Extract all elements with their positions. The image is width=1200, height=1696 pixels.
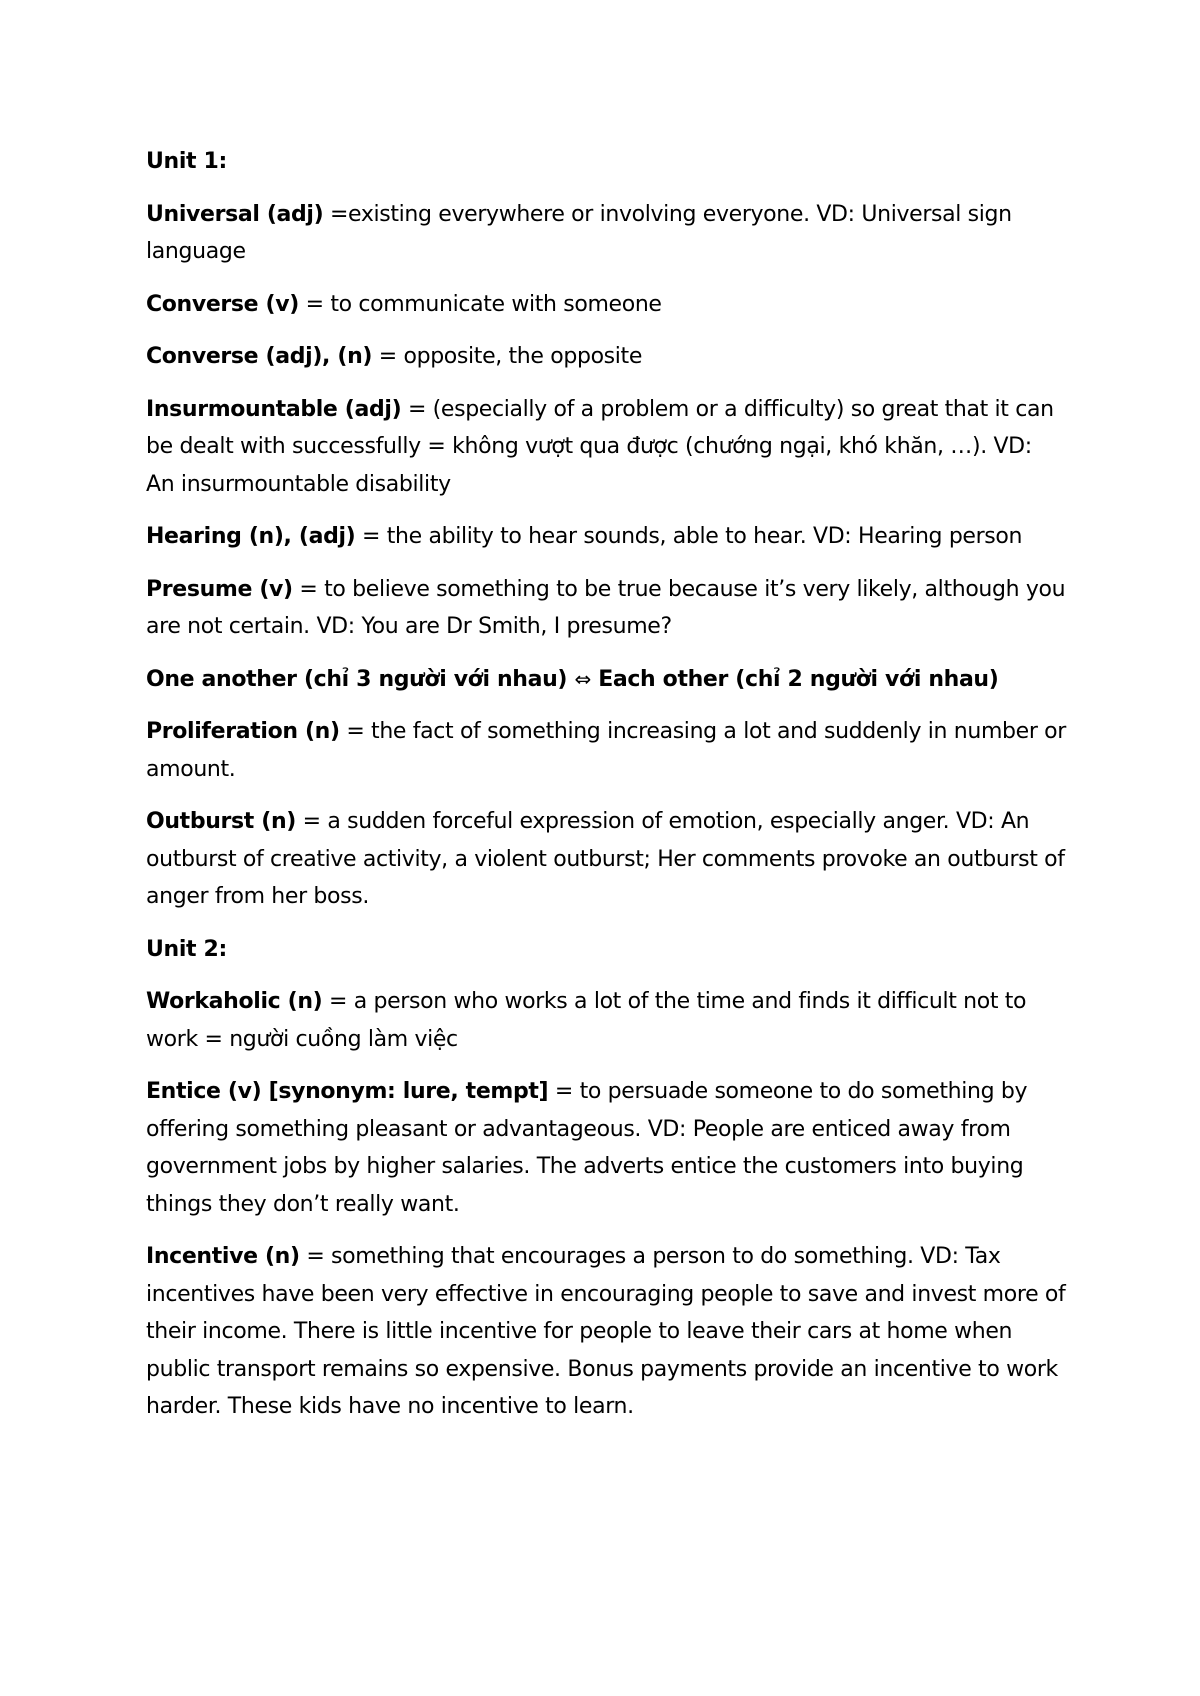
- entry-term: Insurmountable (adj): [146, 396, 402, 422]
- entry-term: Entice (v) [synonym: lure, tempt]: [146, 1079, 549, 1104]
- entry-definition: = (especially of a problem or a difficulty) so great that it can be dealt with successfully = không vượt qua được (chướng ngại, khó khăn, …). VD: An insurmountable disability: [146, 396, 1054, 497]
- entry-term: Converse (v): [146, 291, 299, 317]
- entry-term: Workaholic (n): [146, 989, 323, 1014]
- double-arrow-icon: ⇔: [574, 666, 591, 691]
- entry-definition: = something that encourages a person to do something. VD: Tax incentives have been very effective in encouraging people to save and invest more of their income. There is little incentive for people to leave their cars at home when public transport remains so expensive. Bonus payments provide an incentive to work harder. These kids have no incentive to learn.: [146, 1244, 1066, 1419]
- entry-definition: = the ability to hear sounds, able to hear. VD: Hearing person: [355, 524, 1023, 549]
- entry-insurmountable: [146, 391, 1066, 504]
- entry-proliferation: [146, 713, 1066, 788]
- unit-2-heading: Unit 2:: [146, 936, 227, 962]
- entry-definition: = to persuade someone to do something by offering something pleasant or advantageous. VD: People are enticed away from government jobs by higher salaries. The adverts entice the customers into buying things they don’t really want.: [146, 1079, 1028, 1217]
- document-page: [146, 143, 1066, 1441]
- entry-hearing: [146, 518, 1066, 556]
- entry-definition: = to communicate with someone: [298, 291, 662, 317]
- entry-term: Incentive (n): [146, 1244, 300, 1269]
- entry-converse-verb: [146, 286, 1066, 324]
- entry-definition: =existing everywhere or involving everyone. VD: Universal sign language: [146, 201, 1012, 264]
- compare-right: Each other (chỉ 2 người với nhau): [598, 666, 999, 692]
- entry-universal: [146, 196, 1066, 271]
- entry-term: Outburst (n): [146, 809, 296, 834]
- entry-term: Converse (adj), (n): [146, 344, 373, 369]
- unit-1-heading: Unit 1:: [146, 149, 227, 174]
- entry-definition: = the fact of something increasing a lot and suddenly in number or amount.: [146, 719, 1066, 782]
- entry-term: Hearing (n), (adj): [146, 524, 356, 549]
- entry-definition: = opposite, the opposite: [372, 344, 643, 369]
- entry-presume: [146, 571, 1066, 646]
- entry-term: Proliferation (n): [146, 719, 340, 744]
- entry-definition: = a person who works a lot of the time and finds it difficult not to work = người cuồng làm việc: [146, 989, 1027, 1052]
- entry-term: Presume (v): [146, 576, 293, 602]
- entry-entice: [146, 1073, 1066, 1223]
- entry-definition: = a sudden forceful expression of emotion, especially anger. VD: An outburst of creative activity, a violent outburst; Her comments provoke an outburst of anger from her boss.: [146, 809, 1065, 909]
- compare-left: One another (chỉ 3 người với nhau): [146, 666, 568, 692]
- entry-term: Universal (adj): [146, 201, 324, 227]
- entry-definition: = to believe something to be true because it’s very likely, although you are not certain. VD: You are Dr Smith, I presume?: [146, 576, 1066, 639]
- entry-workaholic: [146, 983, 1066, 1058]
- entry-one-another-vs-each-other: [146, 661, 1066, 699]
- entry-outburst: [146, 803, 1066, 916]
- entry-incentive: [146, 1238, 1066, 1426]
- entry-converse-adj: [146, 338, 1066, 376]
